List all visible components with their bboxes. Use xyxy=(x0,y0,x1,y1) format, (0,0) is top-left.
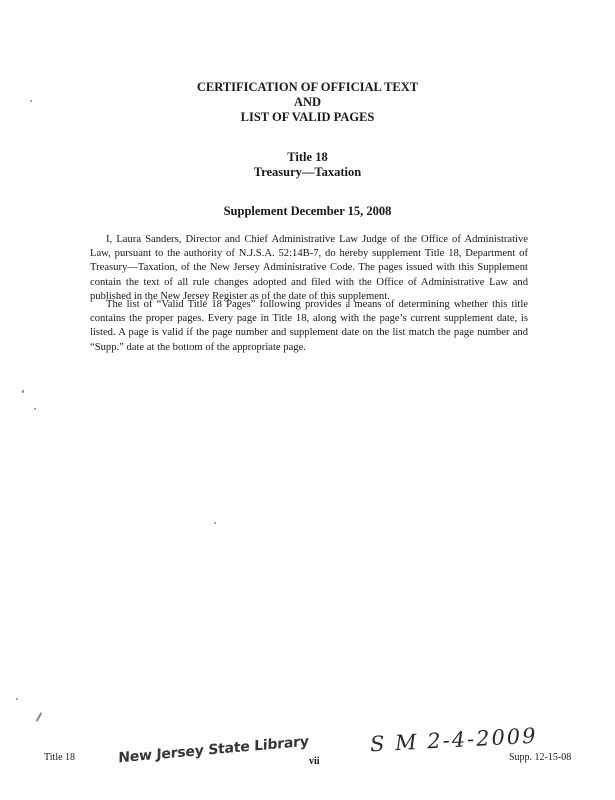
scan-speck xyxy=(34,408,36,410)
footer-title: Title 18 xyxy=(44,752,76,763)
handwritten-annotation: S M 2-4-2009 xyxy=(369,723,539,757)
supplement-date: Supplement December 15, 2008 xyxy=(223,204,392,218)
certification-heading xyxy=(0,80,615,125)
certification-paragraph: I, Laura Sanders, Director and Chief Administrative Law Judge of the Office of Administrative Law, pursuant to the authority of N.J.S.A. 52:14B-7, do hereby supplement Title 18, Department of Treasury—Taxation, of the New Jersey Administrative Code. The pages issued with this Supplement contain the text of all rule changes adopted and filed with the Office of Administrative Law and published in the New Jersey Register as of the date of this supplement. xyxy=(90,234,528,302)
scan-speck xyxy=(214,522,216,524)
scan-speck xyxy=(22,390,24,393)
supplement-heading xyxy=(0,204,615,219)
heading-line-3: LIST OF VALID PAGES xyxy=(240,110,375,124)
scan-speck xyxy=(30,100,32,102)
heading-line-2: AND xyxy=(293,95,322,109)
footer-supplement-date: Supp. 12-15-08 xyxy=(509,752,572,763)
library-stamp: New Jersey State Library xyxy=(118,733,309,767)
heading-line-1: CERTIFICATION OF OFFICIAL TEXT xyxy=(196,80,419,94)
scan-speck xyxy=(36,712,43,722)
page-number: vii xyxy=(309,756,320,767)
valid-pages-paragraph: The list of “Valid Title 18 Pages” following provides a means of determining whether this title contains the proper pages. Every page in Title 18, along with the page’s current supplement date, is listed. A page is valid if the page number and supplement date on the list match the page number and “Supp.” date at the bottom of the appropriate page. xyxy=(90,299,528,353)
title-name: Treasury—Taxation xyxy=(253,165,362,179)
title-heading xyxy=(0,150,615,180)
title-number: Title 18 xyxy=(287,150,328,164)
scan-speck xyxy=(16,698,18,700)
